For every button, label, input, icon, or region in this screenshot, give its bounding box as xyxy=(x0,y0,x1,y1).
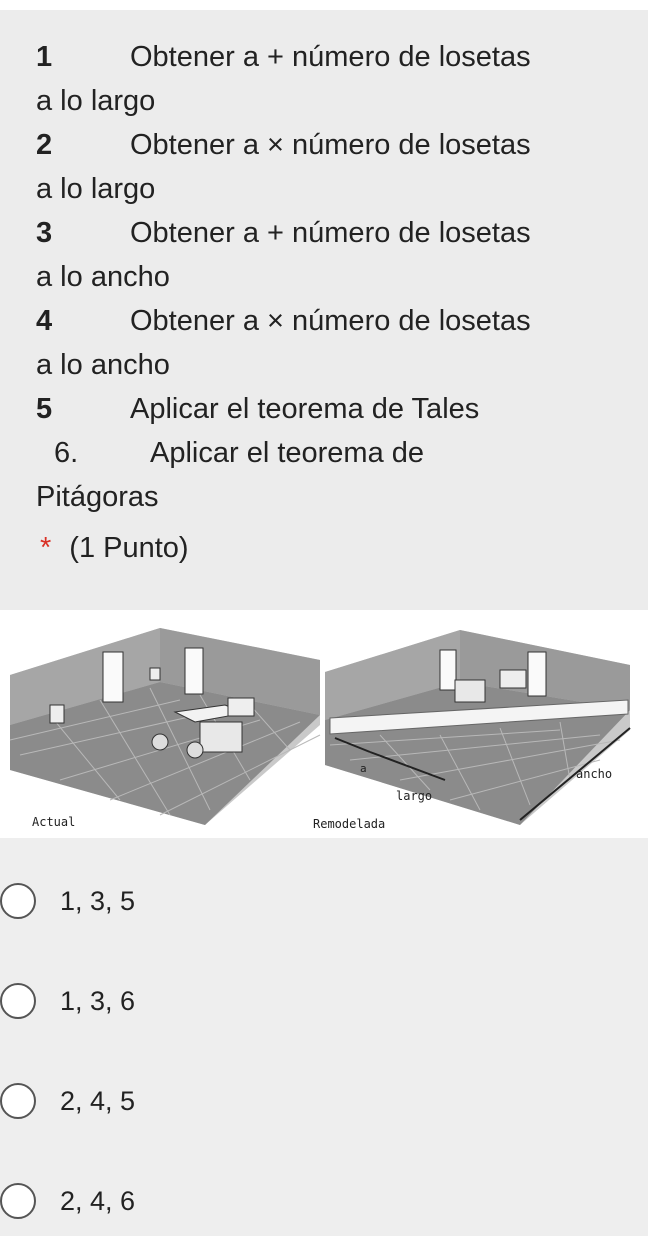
item-text: Aplicar el teorema de Tales xyxy=(130,393,480,425)
item-text: Obtener a + número de losetas xyxy=(130,41,531,73)
item-5 xyxy=(36,391,479,427)
item-text: Obtener a × número de losetas xyxy=(130,129,531,161)
item-1-continuation: a lo largo xyxy=(36,85,156,117)
item-number: 1 xyxy=(36,41,53,73)
top-strip xyxy=(0,0,648,10)
points-line xyxy=(40,530,189,566)
item-4 xyxy=(36,303,531,339)
item-4-continuation: a lo ancho xyxy=(36,349,170,381)
item-1 xyxy=(36,39,531,75)
item-2 xyxy=(36,127,531,163)
room-remodelada xyxy=(313,630,630,831)
option-label: 1, 3, 6 xyxy=(60,986,136,1016)
option-1[interactable] xyxy=(0,874,648,934)
question-image xyxy=(0,610,648,838)
item-3-continuation: a lo ancho xyxy=(36,261,170,293)
answer-options xyxy=(0,838,648,1236)
option-label: 2, 4, 5 xyxy=(60,1086,136,1116)
label-a: a xyxy=(360,762,367,775)
item-text: Aplicar el teorema de xyxy=(150,437,425,469)
option-4[interactable] xyxy=(0,1174,648,1234)
radio-button[interactable] xyxy=(0,1083,36,1119)
item-3 xyxy=(36,215,531,251)
points-label: (1 Punto) xyxy=(69,532,189,564)
item-number: 3 xyxy=(36,217,53,249)
label-ancho: ancho xyxy=(576,767,613,781)
option-2[interactable] xyxy=(0,974,648,1034)
option-label: 2, 4, 6 xyxy=(60,1186,136,1216)
room-actual xyxy=(10,628,320,829)
item-number: 4 xyxy=(36,305,53,337)
item-number: 6. xyxy=(54,437,79,469)
question-card xyxy=(0,10,648,610)
item-text: Obtener a × número de losetas xyxy=(130,305,531,337)
required-asterisk: * xyxy=(40,532,52,564)
label-actual: Actual xyxy=(32,815,76,829)
radio-button[interactable] xyxy=(0,883,36,919)
option-label: 1, 3, 5 xyxy=(60,886,136,916)
item-number: 5 xyxy=(36,393,53,425)
radio-button[interactable] xyxy=(0,1183,36,1219)
item-number: 2 xyxy=(36,129,53,161)
label-remodelada: Remodelada xyxy=(313,817,386,831)
label-largo: largo xyxy=(396,789,433,803)
item-text: Obtener a + número de losetas xyxy=(130,217,531,249)
radio-button[interactable] xyxy=(0,983,36,1019)
item-6 xyxy=(54,435,424,471)
item-2-continuation: a lo largo xyxy=(36,173,156,205)
option-3[interactable] xyxy=(0,1074,648,1134)
item-6-continuation: Pitágoras xyxy=(36,481,159,513)
room-illustration xyxy=(0,610,648,838)
